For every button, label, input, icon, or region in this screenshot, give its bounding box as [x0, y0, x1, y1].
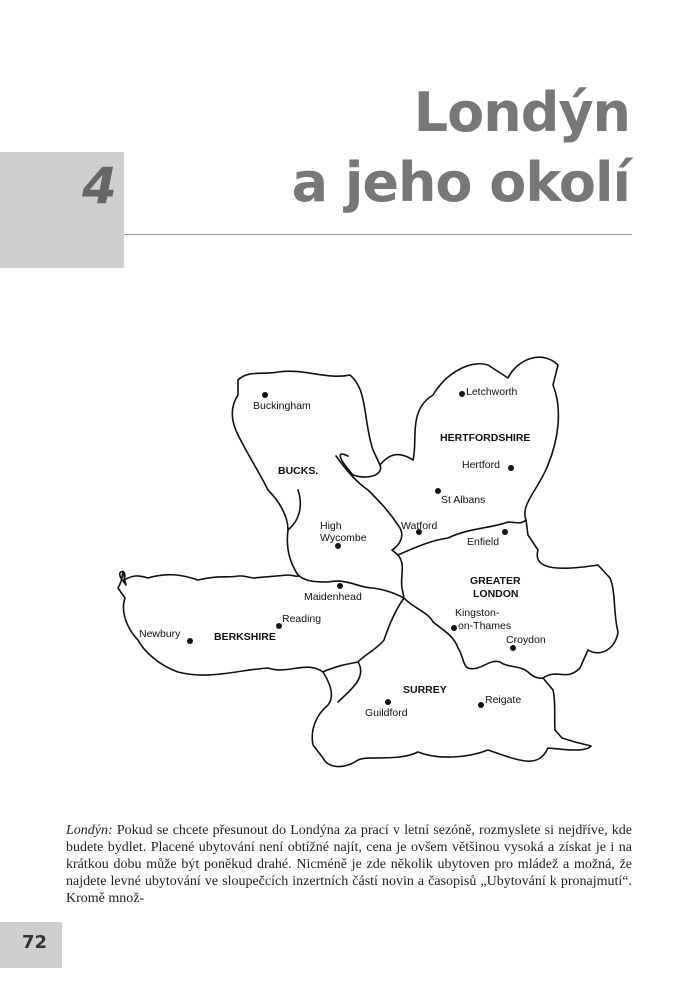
high-wycombe-label-1: High [320, 520, 342, 532]
newbury-dot [187, 638, 193, 644]
chapter-number: 4 [82, 157, 117, 215]
guildford-dot [385, 699, 391, 705]
kingston-label-1: Kingston- [455, 607, 500, 619]
title-divider [124, 234, 632, 235]
body-paragraph [66, 822, 632, 907]
chapter-title-line1: Londýn [413, 81, 630, 144]
body-lead: Londýn: [66, 823, 113, 838]
guildford-label: Guildford [365, 707, 408, 719]
map-border-bucks-east [398, 555, 404, 598]
enfield-label: Enfield [467, 536, 500, 548]
body-text: Pokud se chcete přesunout do Londýna za prací v letní sezóně, rozmyslete si nejdříve, kde budete bydlet. Placené ubytování není obtížné najít, cena je ovšem většinou vysoká a získat je i na krátkou dobu může být poněkud drahé. Nicméně je zde několik ubytoven pro mládež a možná, že najdete levné ubytování ve sloupečcích inzertních částí novin a časopisů „Ubytování k pronajmutí“. Kromě množ- [66, 823, 632, 906]
berkshire-label: BERKSHIRE [214, 631, 276, 643]
buckingham-dot [262, 392, 268, 398]
map-border-berks-surrey [323, 598, 404, 672]
surrey-label: SURREY [403, 684, 447, 696]
map-border-bucks-herts [340, 454, 380, 477]
map-border-bucks-inner [288, 490, 300, 530]
croydon-label: Croydon [506, 634, 546, 646]
hertford-label: Hertford [462, 459, 500, 471]
letchworth-label: Letchworth [466, 386, 518, 398]
reigate-label: Reigate [485, 694, 522, 706]
map-outer-boundary [118, 357, 618, 766]
greater-london-label-1: GREATER [470, 575, 521, 587]
chapter-title-line2: a jeho okolí [291, 151, 630, 214]
map-border-surrey-west [338, 662, 361, 702]
letchworth-dot [459, 391, 465, 397]
hertford-dot [508, 465, 514, 471]
kingston-dot [451, 625, 457, 631]
reigate-dot [478, 702, 484, 708]
hertfordshire-label: HERTFORDSHIRE [440, 432, 531, 444]
bucks-label: BUCKS. [278, 465, 319, 477]
map-border-london-south [468, 661, 543, 678]
reading-label: Reading [282, 613, 322, 625]
maidenhead-label: Maidenhead [304, 591, 362, 603]
page-number: 72 [22, 932, 48, 953]
st-albans-label: St Albans [441, 494, 486, 506]
chapter-title [292, 78, 630, 218]
region-map [88, 350, 628, 780]
greater-london-label-2: LONDON [473, 588, 519, 600]
watford-label: Watford [401, 520, 438, 532]
buckingham-label: Buckingham [253, 400, 311, 412]
high-wycombe-label-2: Wycombe [320, 532, 367, 544]
newbury-label: Newbury [139, 628, 181, 640]
maidenhead-dot [337, 583, 343, 589]
enfield-dot [502, 529, 508, 535]
kingston-label-2: on-Thames [458, 620, 512, 632]
